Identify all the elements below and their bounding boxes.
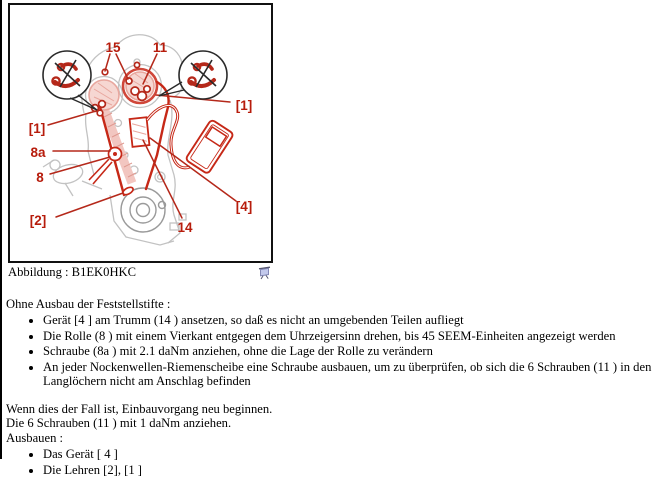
step-list bbox=[6, 313, 656, 389]
step-item: • Schraube (8a ) mit 2.1 daNm anziehen, ohne die Lage der Rolle zu verändern bbox=[43, 344, 656, 359]
timing-belt-figure bbox=[8, 3, 273, 263]
removal-item: • Das Gerät [ 4 ] bbox=[43, 447, 656, 462]
callout-11: 11 bbox=[153, 40, 168, 55]
picture-board-icon[interactable] bbox=[258, 266, 271, 284]
callout-8a: 8a bbox=[30, 145, 46, 160]
callout-1-left: [1] bbox=[29, 121, 46, 136]
engine-timing-diagram bbox=[10, 5, 271, 261]
intro-line: Ohne Ausbau der Feststellstifte : bbox=[6, 297, 656, 312]
document-page bbox=[2, 0, 662, 477]
step-item: • Die Rolle (8 ) mit einem Vierkant entgegen dem Uhrzeigersinn drehen, bis 45 SEEM-Einheiten angezeigt werden bbox=[43, 329, 656, 344]
followup-line: Wenn dies der Fall ist, Einbauvorgang neu beginnen. bbox=[6, 402, 656, 417]
removal-item: • Die Lehren [2], [1 ] bbox=[43, 463, 656, 477]
figure-caption-row bbox=[8, 265, 273, 284]
followup-paragraph bbox=[6, 402, 656, 446]
callout-15: 15 bbox=[105, 40, 121, 55]
followup-line: Die 6 Schrauben (11 ) mit 1 daNm anziehen. bbox=[6, 416, 656, 431]
callout-14: 14 bbox=[177, 220, 193, 235]
followup-line: Ausbauen : bbox=[6, 431, 656, 446]
belt-mark-oval bbox=[122, 186, 135, 196]
callout-2: [2] bbox=[30, 213, 47, 228]
seem-meter bbox=[185, 119, 234, 174]
seem-sensor-head bbox=[130, 117, 150, 147]
removal-list bbox=[6, 447, 656, 477]
callout-4: [4] bbox=[236, 199, 253, 214]
instruction-text bbox=[6, 297, 656, 477]
step-item: • An jeder Nockenwellen-Riemenscheibe eine Schraube ausbauen, um zu überprüfen, ob sich die 6 Schrauben (11 ) in den Langlöchern nicht am Anschlag befinden bbox=[43, 360, 656, 389]
figure-caption: Abbildung : B1EK0HKC bbox=[8, 265, 136, 280]
callout-1-right: [1] bbox=[236, 98, 253, 113]
warning-balloon-right bbox=[159, 51, 227, 99]
step-item: • Gerät [4 ] am Trumm (14 ) ansetzen, so daß es nicht an umgebenden Teilen aufliegt bbox=[43, 313, 656, 328]
warning-balloon-left bbox=[43, 51, 97, 110]
alternator-sketch bbox=[43, 160, 102, 196]
callout-8: 8 bbox=[36, 170, 44, 185]
